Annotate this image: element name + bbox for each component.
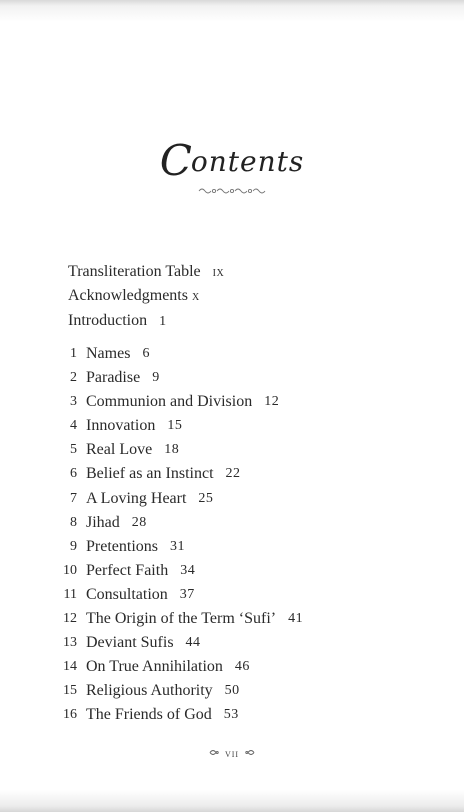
- chapter-title: Belief as an Instinct: [86, 465, 214, 483]
- chapter-page: 9: [152, 370, 160, 386]
- chapter-number: 16: [63, 707, 77, 723]
- right-fleuron-icon: [245, 748, 255, 760]
- toc-entry-page: x: [191, 289, 200, 305]
- chapter-number: 5: [70, 442, 77, 458]
- chapter-page: 28: [131, 514, 147, 530]
- chapter-title: Religious Authority: [86, 682, 213, 700]
- chapter-entry[interactable]: [58, 366, 458, 390]
- chapter-title: Perfect Faith: [86, 561, 169, 579]
- chapter-title: On True Annihilation: [86, 658, 223, 676]
- chapter-page: 41: [288, 611, 304, 627]
- toc-entry-title: Acknowledgments: [68, 287, 188, 305]
- chapter-entry[interactable]: [58, 487, 458, 511]
- chapter-page: 6: [142, 346, 150, 361]
- chapter-number: 15: [63, 683, 77, 699]
- chapter-title: A Loving Heart: [86, 489, 187, 507]
- chapter-list: [58, 342, 458, 728]
- chapter-title: Deviant Sufis: [86, 634, 174, 652]
- chapter-entry[interactable]: [58, 655, 458, 679]
- chapter-number: 8: [70, 514, 77, 530]
- chapter-number: 2: [70, 370, 77, 386]
- chapter-page: 37: [179, 586, 195, 602]
- page-title: [0, 136, 464, 185]
- chapter-page: 46: [234, 659, 250, 675]
- chapter-title: Communion and Division: [86, 393, 253, 411]
- chapter-number: 3: [70, 394, 77, 410]
- chapter-title: Pretentions: [86, 537, 158, 555]
- chapter-entry[interactable]: [58, 438, 458, 462]
- chapter-entry[interactable]: [58, 535, 458, 559]
- toc-entry-title: Transliteration Table: [68, 263, 201, 280]
- page-number: vii: [224, 748, 240, 760]
- chapter-number: 4: [70, 418, 77, 434]
- left-fleuron-icon: [209, 748, 219, 760]
- chapter-title: Real Love: [86, 441, 153, 459]
- chapter-page: 12: [264, 394, 280, 410]
- chapter-page: 44: [185, 635, 201, 651]
- chapter-entry[interactable]: [58, 390, 458, 414]
- toc-entry-transliteration-table[interactable]: [68, 260, 448, 284]
- chapter-number: 11: [63, 586, 77, 602]
- chapter-number: 14: [63, 659, 77, 675]
- chapter-entry[interactable]: [58, 631, 458, 655]
- page-footer: [0, 748, 464, 760]
- chapter-page: 18: [164, 442, 180, 458]
- chapter-number: 9: [70, 538, 77, 554]
- chapter-entry[interactable]: [58, 607, 458, 631]
- chapter-entry[interactable]: [58, 342, 458, 366]
- chapter-entry[interactable]: [58, 703, 458, 727]
- chapter-title: Names: [86, 345, 131, 362]
- chapter-title: Paradise: [86, 369, 141, 387]
- front-matter-list: [68, 260, 448, 333]
- chapter-title: The Origin of the Term ‘Sufi’: [86, 610, 277, 628]
- chapter-number: 10: [63, 562, 77, 578]
- title-rest: ontents: [190, 145, 305, 178]
- toc-entry-introduction[interactable]: [68, 309, 448, 333]
- chapter-page: 34: [180, 562, 196, 578]
- chapter-number: 1: [70, 346, 77, 361]
- chapter-entry[interactable]: [58, 511, 458, 535]
- chapter-title: Jihad: [86, 513, 120, 531]
- chapter-page: 31: [170, 538, 185, 554]
- toc-entry-page: 1: [159, 313, 167, 329]
- chapter-title: Consultation: [86, 585, 168, 603]
- chapter-page: 22: [225, 466, 241, 482]
- title-initial: C: [159, 136, 193, 185]
- toc-entry-acknowledgments[interactable]: [68, 284, 448, 308]
- chapter-page: 15: [167, 418, 183, 434]
- chapter-entry[interactable]: [58, 679, 458, 703]
- chapter-number: 13: [63, 635, 77, 651]
- chapter-page: 53: [223, 707, 239, 723]
- chapter-page: 25: [198, 490, 214, 506]
- decorative-ornament-icon: [0, 186, 464, 196]
- chapter-entry[interactable]: [58, 583, 458, 607]
- chapter-entry[interactable]: [58, 559, 458, 583]
- chapter-entry[interactable]: [58, 462, 458, 486]
- chapter-entry[interactable]: [58, 414, 458, 438]
- chapter-number: 6: [70, 466, 77, 482]
- chapter-title: The Friends of God: [86, 706, 212, 724]
- chapter-number: 12: [63, 611, 77, 627]
- chapter-number: 7: [70, 490, 77, 506]
- toc-entry-title: Introduction: [68, 311, 148, 329]
- toc-entry-page: ix: [212, 265, 225, 280]
- chapter-page: 50: [224, 683, 240, 699]
- chapter-title: Innovation: [86, 417, 156, 435]
